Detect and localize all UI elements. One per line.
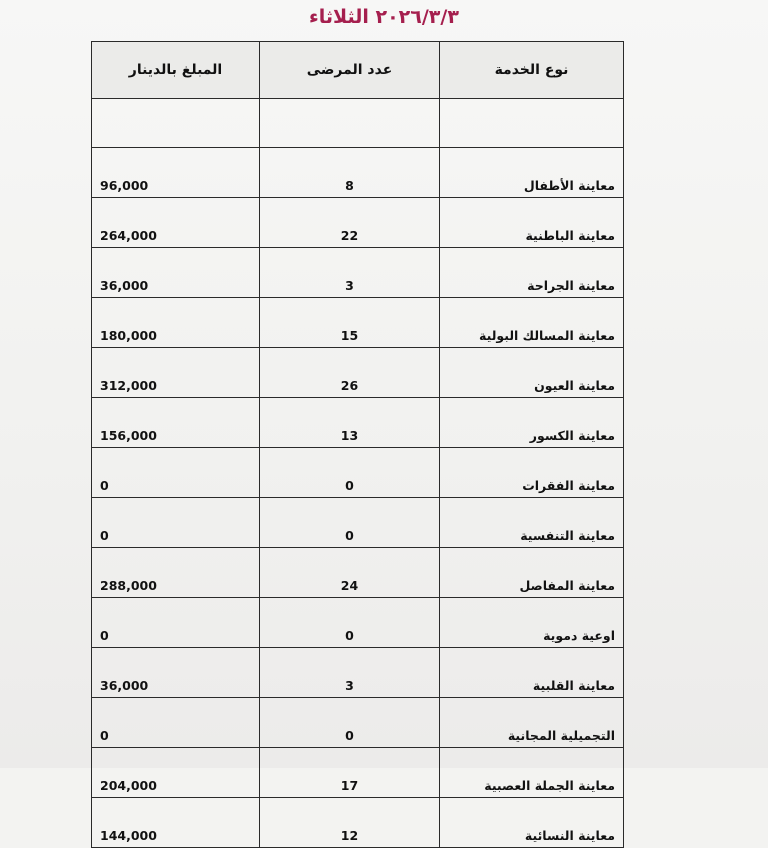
count-cell: 12 (260, 798, 440, 848)
count-cell: 0 (260, 498, 440, 548)
amount-cell: 288,000 (92, 548, 260, 598)
services-table (91, 41, 624, 848)
amount-cell: 312,000 (92, 348, 260, 398)
amount-cell: 96,000 (92, 148, 260, 198)
column-header-amount: المبلغ بالدينار (92, 42, 260, 99)
amount-cell: 204,000 (92, 748, 260, 798)
amount-cell: 0 (92, 448, 260, 498)
amount-cell: 156,000 (92, 398, 260, 448)
count-cell: 15 (260, 298, 440, 348)
table-spacer-row (92, 99, 624, 148)
table-row (92, 248, 624, 298)
service-cell: معاينة الجراحة (440, 248, 624, 298)
column-header-count: عدد المرضى (260, 42, 440, 99)
service-cell: اوعية دموية (440, 598, 624, 648)
count-cell: 0 (260, 448, 440, 498)
count-cell: 3 (260, 248, 440, 298)
amount-cell: 180,000 (92, 298, 260, 348)
count-cell: 26 (260, 348, 440, 398)
service-cell: معاينة النسائية (440, 798, 624, 848)
service-cell: التجميلية المجانية (440, 698, 624, 748)
report-date (0, 0, 768, 30)
count-cell: 24 (260, 548, 440, 598)
table-row (92, 698, 624, 748)
table-row (92, 748, 624, 798)
table-row (92, 598, 624, 648)
count-cell: 8 (260, 148, 440, 198)
table-spacer-cell (260, 99, 440, 148)
column-header-service: نوع الخدمة (440, 42, 624, 99)
table-spacer-cell (92, 99, 260, 148)
service-cell: معاينة الجملة العصبية (440, 748, 624, 798)
table-row (92, 298, 624, 348)
service-cell: معاينة التنفسية (440, 498, 624, 548)
service-cell: معاينة المفاصل (440, 548, 624, 598)
amount-cell: 0 (92, 698, 260, 748)
table-row (92, 448, 624, 498)
amount-cell: 264,000 (92, 198, 260, 248)
cropped-title-remnant (0, 0, 768, 4)
table-row (92, 398, 624, 448)
table-row (92, 798, 624, 848)
amount-cell: 36,000 (92, 248, 260, 298)
table-row (92, 148, 624, 198)
count-cell: 0 (260, 698, 440, 748)
count-cell: 22 (260, 198, 440, 248)
service-cell: معاينة الفقرات (440, 448, 624, 498)
service-cell: معاينة الباطنية (440, 198, 624, 248)
count-cell: 13 (260, 398, 440, 448)
amount-cell: 0 (92, 598, 260, 648)
count-cell: 17 (260, 748, 440, 798)
table-row (92, 498, 624, 548)
service-cell: معاينة الأطفال (440, 148, 624, 198)
count-cell: 0 (260, 598, 440, 648)
service-cell: معاينة الكسور (440, 398, 624, 448)
amount-cell: 144,000 (92, 798, 260, 848)
count-cell: 3 (260, 648, 440, 698)
service-cell: معاينة العيون (440, 348, 624, 398)
report-date-text: ٢٠٢٦/٣/٣ الثلاثاء (309, 6, 459, 28)
table-spacer-cell (440, 99, 624, 148)
service-cell: معاينة القلبية (440, 648, 624, 698)
table-row (92, 198, 624, 248)
service-cell: معاينة المسالك البولية (440, 298, 624, 348)
table-header-row (92, 42, 624, 99)
table-row (92, 348, 624, 398)
table-row (92, 648, 624, 698)
amount-cell: 0 (92, 498, 260, 548)
table-row (92, 548, 624, 598)
amount-cell: 36,000 (92, 648, 260, 698)
